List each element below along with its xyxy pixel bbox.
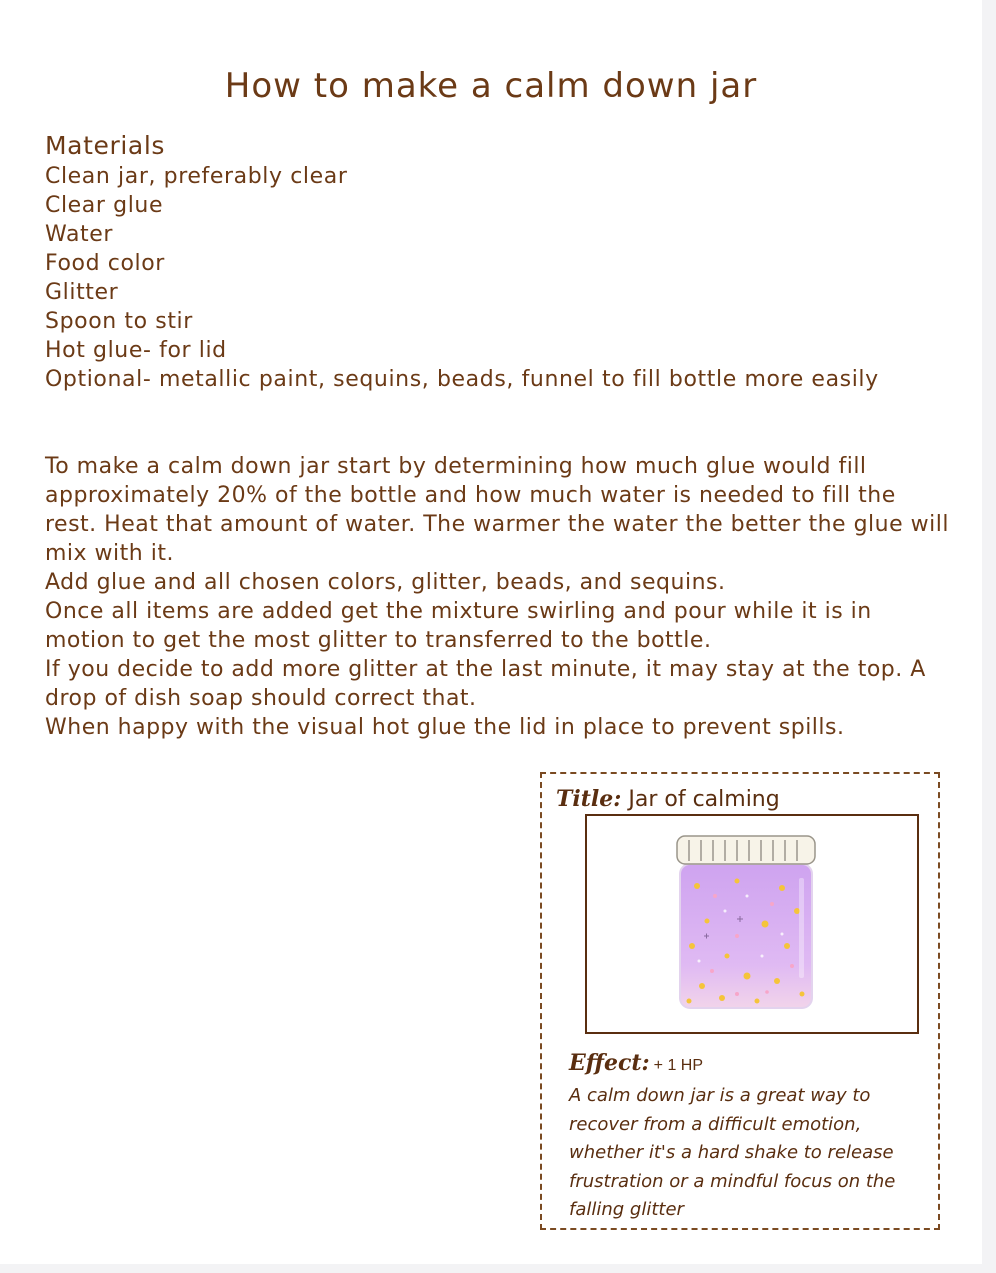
card-title-value: Jar of calming (621, 787, 780, 812)
card-image-frame (585, 814, 919, 1034)
effect-label: Effect: (569, 1050, 650, 1076)
material-item: Food color (45, 251, 165, 276)
instruction-paragraph: If you decide to add more glitter at the last minute, it may stay at the top. A drop of dish soap should correct that. (45, 657, 926, 711)
material-item: Water (45, 222, 114, 247)
materials-heading: Materials (45, 131, 165, 160)
materials-section (45, 130, 945, 394)
instruction-paragraph: Add glue and all chosen colors, glitter, beads, and sequins. (45, 570, 726, 595)
card-title (556, 786, 780, 812)
instruction-paragraph: To make a calm down jar start by determining how much glue would fill approximately 20% of the bottle and how much water is needed to fill the rest. Heat that amount of water. The warmer the water the better the glue will mix with it. (45, 454, 949, 566)
page-title: How to make a calm down jar (224, 66, 758, 106)
material-item: Hot glue- for lid (45, 338, 227, 363)
material-item: Glitter (45, 280, 119, 305)
material-item: Spoon to stir (45, 309, 193, 334)
effect-value: + 1 HP (653, 1057, 704, 1074)
instruction-paragraph: Once all items are added get the mixture swirling and pour while it is in motion to get the most glitter to transferred to the bottle. (45, 599, 872, 653)
item-card (540, 772, 940, 1230)
material-item: Clear glue (45, 193, 164, 218)
material-item: Optional- metallic paint, sequins, beads, funnel to fill bottle more easily (45, 367, 879, 392)
card-effect (569, 1050, 703, 1076)
material-item: Clean jar, preferably clear (45, 164, 348, 189)
effect-description: A calm down jar is a great way to recover from a difficult emotion, whether it's a hard shake to release frustration or a mindful focus on the falling glitter (569, 1085, 896, 1220)
instructions-section (45, 452, 950, 742)
card-title-label: Title: (556, 786, 622, 812)
glitter-jar-illustration-icon (587, 816, 917, 1032)
instruction-paragraph: When happy with the visual hot glue the lid in place to prevent spills. (45, 715, 845, 740)
